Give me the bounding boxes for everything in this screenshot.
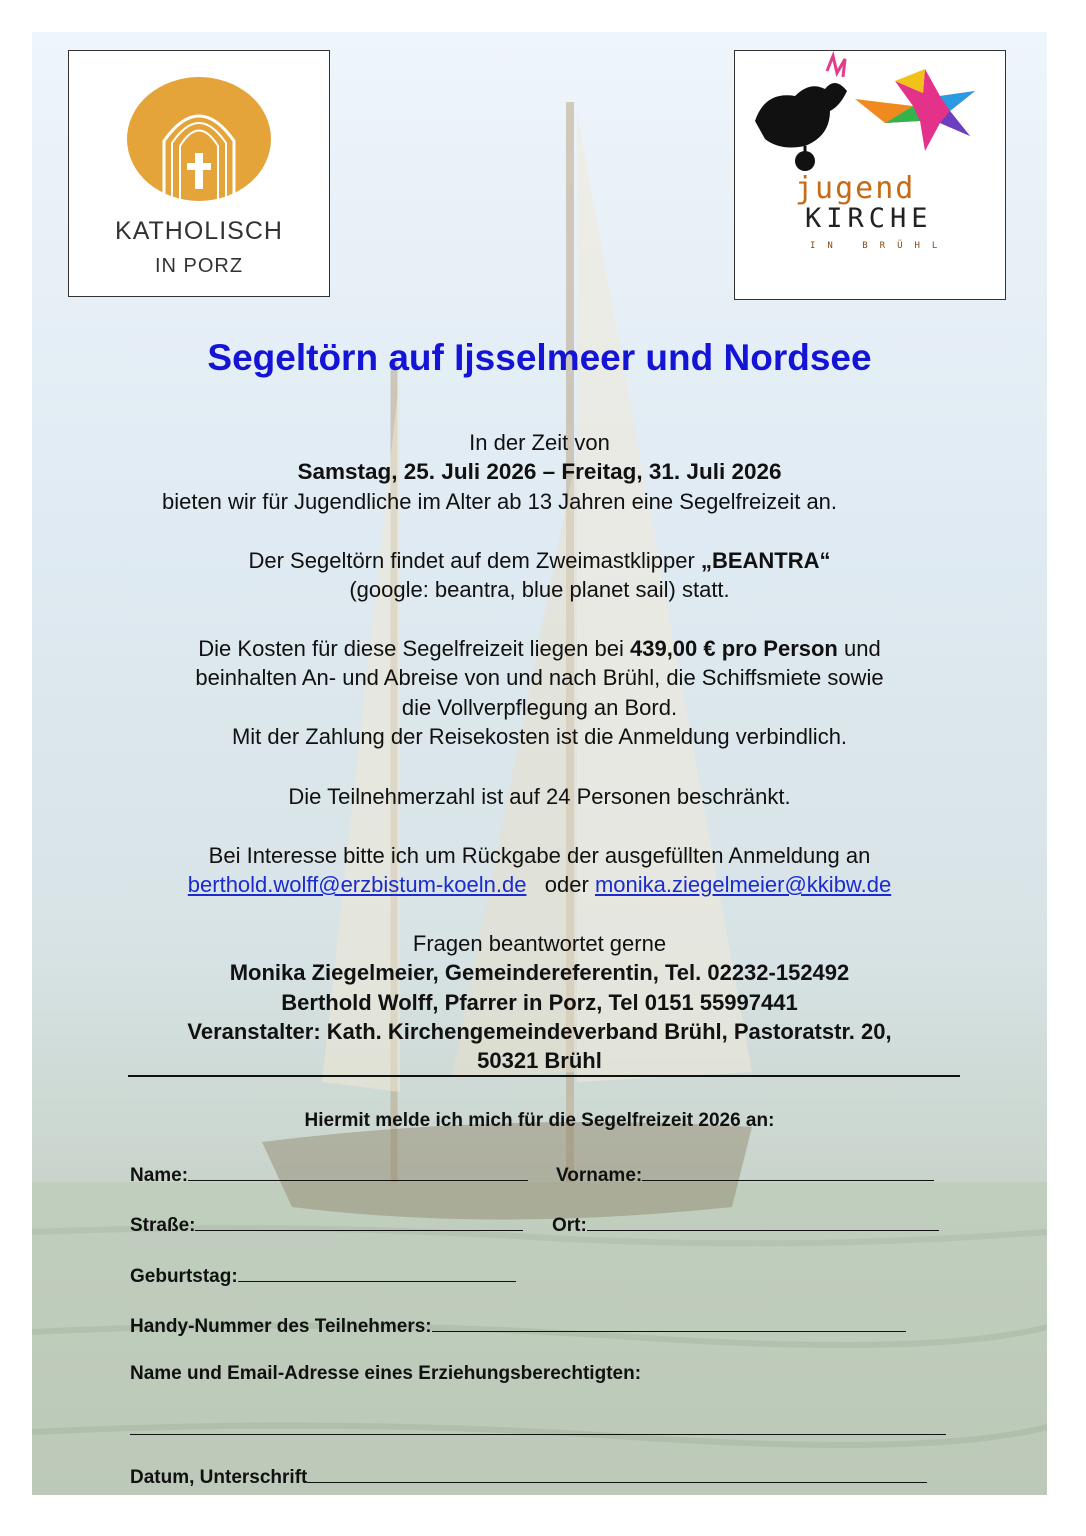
signature-label: Datum, Unterschrift xyxy=(130,1467,308,1488)
flyer-page xyxy=(32,32,1047,1495)
vorname-field[interactable] xyxy=(556,1162,934,1187)
guardian-label: Name und Email-Adresse eines Erziehungsberechtigten: xyxy=(130,1363,642,1384)
geburtstag-field[interactable] xyxy=(130,1263,516,1288)
vorname-line[interactable] xyxy=(642,1162,934,1181)
handy-field[interactable] xyxy=(130,1313,906,1338)
logo-left-line2: IN PORZ xyxy=(154,255,244,277)
ship-google: (google: beantra, blue planet sail) statt. xyxy=(349,577,730,602)
katholisch-in-porz-logo xyxy=(68,50,330,297)
handy-label: Handy-Nummer des Teilnehmers: xyxy=(130,1316,432,1337)
costs-price: 439,00 € pro Person xyxy=(629,636,838,661)
rooster-star-icon xyxy=(735,51,1007,176)
jugendkirche-bruehl-logo xyxy=(734,50,1006,300)
name-field[interactable] xyxy=(130,1162,528,1187)
ort-label: Ort: xyxy=(552,1215,587,1236)
contact-person-1: Monika Ziegelmeier, Gemeindereferentin, Tel. 02232-152492 xyxy=(229,960,850,985)
contact-emails xyxy=(32,870,1047,900)
period-offer: bieten wir für Jugendliche im Alter ab 13 Jahren eine Segelfreizeit an. xyxy=(161,489,838,514)
organizer-line: Veranstalter: Kath. Kirchengemeindeverband Brühl, Pastoratstr. 20, xyxy=(187,1019,892,1044)
email-link-berthold[interactable]: berthold.wolff@erzbistum-koeln.de xyxy=(187,872,527,897)
logo-right-line2: KIRCHE xyxy=(805,203,933,234)
organizer-address: 50321 Brühl xyxy=(477,1048,602,1073)
costs-line3: die Vollverpflegung an Bord. xyxy=(401,695,678,720)
participant-limit: Die Teilnehmerzahl ist auf 24 Personen beschränkt. xyxy=(288,784,791,809)
costs-line2: beinhalten An- und Abreise von und nach Brühl, die Schiffsmiete sowie xyxy=(195,665,884,690)
signature-field[interactable] xyxy=(130,1464,927,1489)
strasse-field[interactable] xyxy=(130,1212,523,1237)
geburtstag-line[interactable] xyxy=(238,1263,516,1282)
strasse-label: Straße: xyxy=(130,1215,196,1236)
contact-or: oder xyxy=(544,872,589,897)
signature-line[interactable] xyxy=(307,1464,927,1483)
handy-line[interactable] xyxy=(432,1313,906,1332)
name-line[interactable] xyxy=(188,1162,528,1181)
logo-left-line1: KATHOLISCH xyxy=(115,217,283,245)
church-window-icon xyxy=(69,51,331,211)
questions-intro: Fragen beantwortet gerne xyxy=(412,931,667,956)
email-link-monika[interactable]: monika.ziegelmeier@kkibw.de xyxy=(594,872,892,897)
costs-post: und xyxy=(837,636,881,661)
ship-name: „BEANTRA“ xyxy=(700,548,831,573)
ort-field[interactable] xyxy=(552,1212,939,1237)
strasse-line[interactable] xyxy=(195,1212,523,1231)
period-dates: Samstag, 25. Juli 2026 – Freitag, 31. Juli 2026 xyxy=(297,459,782,484)
ort-line[interactable] xyxy=(587,1212,939,1231)
costs-line1 xyxy=(32,634,1047,664)
logo-right-line1: jugend xyxy=(795,171,916,206)
costs-pre: Die Kosten für diese Segelfreizeit liegen bei xyxy=(198,636,630,661)
costs-line4: Mit der Zahlung der Reisekosten ist die Anmeldung verbindlich. xyxy=(231,724,848,749)
name-label: Name: xyxy=(130,1165,189,1186)
geburtstag-label: Geburtstag: xyxy=(130,1266,238,1287)
guardian-line[interactable] xyxy=(130,1434,946,1435)
contact-intro: Bei Interesse bitte ich um Rückgabe der ausgefüllten Anmeldung an xyxy=(208,843,871,868)
page-title: Segeltörn auf Ijsselmeer und Nordsee xyxy=(207,337,872,378)
period-intro: In der Zeit von xyxy=(469,430,610,455)
vorname-label: Vorname: xyxy=(556,1165,643,1186)
contact-person-2: Berthold Wolff, Pfarrer in Porz, Tel 0151 55997441 xyxy=(281,990,798,1015)
section-divider xyxy=(128,1075,960,1077)
logo-right-line3: IN BRÜHL xyxy=(810,241,950,251)
form-heading: Hiermit melde ich mich für die Segelfreizeit 2026 an: xyxy=(304,1110,775,1131)
ship-line xyxy=(32,546,1047,576)
ship-text: Der Segeltörn findet auf dem Zweimastklipper xyxy=(248,548,701,573)
